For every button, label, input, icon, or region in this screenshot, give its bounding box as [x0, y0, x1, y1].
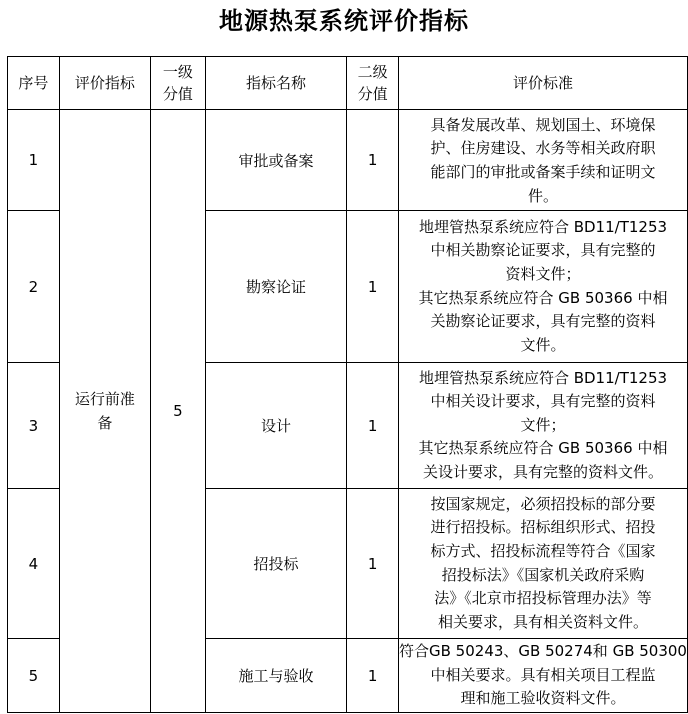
row-seq: 2	[8, 211, 60, 363]
header-level2-score	[347, 57, 399, 110]
criteria-line: 招投标法》《国家机关政府采购	[441, 565, 645, 584]
criteria-line: 按国家规定，必须招投标的部分要	[430, 494, 656, 513]
criteria-line: 具备发展改革、规划国土、环境保	[430, 115, 656, 134]
table-row	[8, 110, 688, 211]
criteria-line: 相关要求，具有相关资料文件。	[437, 612, 648, 631]
row-score: 1	[347, 110, 399, 211]
criteria-line: 关设计要求，具有完整的资料文件。	[422, 462, 663, 481]
document-title: 地源热泵系统评价指标	[219, 7, 469, 35]
criteria-line: 中相关要求。具有相关项目工程监	[430, 665, 656, 684]
criteria-line: 地埋管热泵系统应符合 BD11/T1253	[418, 217, 668, 236]
group-indicator	[59, 110, 150, 713]
header-indicator: 评价指标	[59, 57, 150, 110]
criteria-line: 符合GB 50243、GB 50274和 GB 50300	[399, 642, 687, 661]
row-seq: 4	[8, 489, 60, 639]
row-criteria	[398, 639, 687, 713]
criteria-line: 理和施工验收资料文件。	[460, 689, 626, 708]
row-name: 招投标	[205, 489, 347, 639]
group-score: 5	[151, 110, 206, 713]
header-level2-line1: 二级	[357, 63, 388, 81]
criteria-line: 地埋管热泵系统应符合 BD11/T1253	[418, 368, 668, 387]
criteria-line: 中相关设计要求，具有完整的资料	[430, 392, 656, 411]
row-name: 施工与验收	[205, 639, 347, 713]
header-indicator-name: 指标名称	[205, 57, 347, 110]
header-seq: 序号	[8, 57, 60, 110]
row-seq: 1	[8, 110, 60, 211]
header-level2-line2: 分值	[357, 85, 388, 103]
criteria-line: 件。	[527, 186, 558, 205]
row-seq: 3	[8, 363, 60, 489]
row-name: 勘察论证	[205, 211, 347, 363]
header-level1-line1: 一级	[162, 63, 193, 81]
header-level1-line2: 分值	[162, 85, 193, 103]
row-score: 1	[347, 211, 399, 363]
row-name: 设计	[205, 363, 347, 489]
evaluation-table	[7, 56, 688, 713]
row-criteria	[398, 363, 687, 489]
row-criteria	[398, 211, 687, 363]
header-row	[8, 57, 688, 110]
criteria-line: 护、住房建设、水务等相关政府职	[430, 139, 656, 158]
criteria-line: 关勘察论证要求，具有完整的资料	[430, 312, 656, 331]
group-indicator-line2: 备	[97, 414, 113, 432]
criteria-line: 文件。	[520, 335, 566, 354]
row-score: 1	[347, 489, 399, 639]
criteria-line: 标方式、招投标流程等符合《国家	[430, 541, 656, 560]
row-criteria	[398, 110, 687, 211]
row-seq: 5	[8, 639, 60, 713]
header-level1-score	[151, 57, 206, 110]
row-name: 审批或备案	[205, 110, 347, 211]
criteria-line: 文件；	[520, 415, 566, 434]
criteria-line: 其它热泵系统应符合 GB 50366 中相	[418, 439, 668, 458]
group-indicator-line1: 运行前准	[74, 390, 135, 408]
criteria-line: 进行招投标。招标组织形式、招投	[430, 518, 656, 537]
row-criteria	[398, 489, 687, 639]
header-criteria: 评价标准	[398, 57, 687, 110]
row-score: 1	[347, 639, 399, 713]
criteria-line: 法》《北京市招投标管理办法》等	[434, 589, 652, 608]
criteria-line: 资料文件；	[505, 264, 581, 283]
criteria-line: 中相关勘察论证要求，具有完整的	[430, 241, 656, 260]
criteria-line: 能部门的审批或备案手续和证明文	[430, 163, 656, 181]
criteria-line: 其它热泵系统应符合 GB 50366 中相	[418, 288, 668, 307]
row-score: 1	[347, 363, 399, 489]
